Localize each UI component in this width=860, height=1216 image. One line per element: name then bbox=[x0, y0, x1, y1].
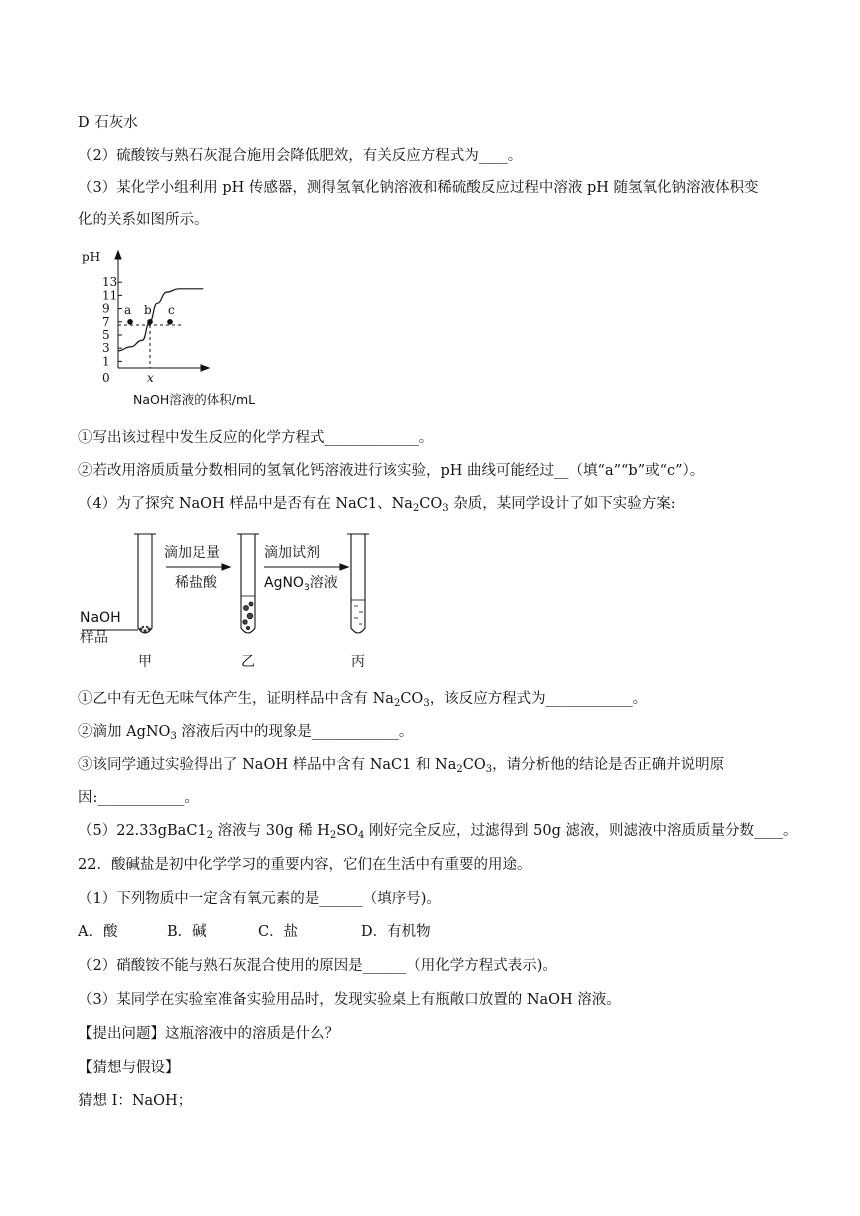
liquid-bing bbox=[351, 600, 365, 624]
hypothesis-1: 猜想 I：NaOH； bbox=[78, 1093, 193, 1109]
arrow2-bottom-label: AgNO$_3$溶液 bbox=[264, 575, 338, 593]
sub-question-2: ②滴加 AgNO$_3$ 溶液后丙中的现象是____________。 bbox=[78, 724, 414, 742]
question-4: （4）为了探究 NaOH 样品中是否有在 NaC1、$Na_2CO_3$ 杂质，某同学设计了如下实验方案: bbox=[78, 496, 676, 514]
tube-label-bing: 丙 bbox=[351, 654, 365, 670]
question-2: （2）硫酸铵与熟石灰混合施用会降低肥效，有关反应方程式为____。 bbox=[78, 148, 523, 164]
y-axis-arrow bbox=[115, 251, 121, 259]
y-tick-label: 11 bbox=[102, 288, 118, 303]
question-5: $(5)22.33gBaC1_2$ 溶液与 30g 稀 $H_2SO_4$ 刚好完全反应，过滤得到 50g 滤液，则滤液中溶质质量分数____。 bbox=[78, 823, 798, 841]
tube-label-yi: 乙 bbox=[241, 654, 255, 670]
sub-question-1: ①乙中有无色无味气体产生，证明样品中含有 $Na_2CO_3$，该反应方程式为____________。 bbox=[78, 691, 648, 709]
point-label-b: b bbox=[144, 302, 152, 317]
y-tick-label: 1 bbox=[102, 354, 110, 369]
sub-question-2: ②若改用溶质质量分数相同的氢氧化钙溶液进行该实验，pH 曲线可能经过__（填“a”“b”或“c”）。 bbox=[78, 463, 705, 479]
point-b bbox=[147, 319, 153, 325]
option-d: D．有机物 bbox=[361, 924, 431, 940]
option-a: A．酸 bbox=[78, 924, 118, 940]
sample-label: NaOH bbox=[80, 610, 121, 626]
text-line: 因:____________。 bbox=[78, 790, 199, 806]
sample-label-2: 样品 bbox=[80, 630, 108, 646]
question-22-1: （1）下列物质中一定含有氧元素的是______（填序号)。 bbox=[78, 891, 441, 907]
point-label-c: c bbox=[168, 302, 175, 317]
section-heading: 【提出问题】这瓶溶液中的溶质是什么？ bbox=[78, 1026, 339, 1042]
liquid-with-bubbles bbox=[241, 596, 255, 630]
x-tick-label: x bbox=[147, 371, 154, 385]
y-tick-label: 5 bbox=[102, 328, 110, 342]
arrow2-top-label: 滴加试剂 bbox=[264, 545, 320, 561]
x-axis-arrow bbox=[201, 365, 209, 371]
y-axis-label: pH bbox=[82, 250, 101, 264]
ph-chart bbox=[78, 248, 278, 412]
arrow1-top-label: 滴加足量 bbox=[164, 545, 220, 561]
text-line: D 石灰水 bbox=[78, 115, 138, 131]
y-tick-label: 0 bbox=[102, 371, 110, 385]
point-label-a: a bbox=[124, 302, 132, 317]
question-22: 22．酸碱盐是初中化学学习的重要内容，它们在生活中有重要的用途。 bbox=[78, 857, 532, 873]
question-3: （3）某化学小组利用 pH 传感器，测得氢氧化钠溶液和稀硫酸反应过程中溶液 pH 随氢氧化钠溶液体积变 bbox=[78, 180, 759, 196]
sub-question-3: ③该同学通过实验得出了 NaOH 样品中含有 NaC1 和 $Na_2CO_3$，请分析他的结论是否正确并说明原 bbox=[78, 757, 725, 775]
section-heading: 【猜想与假设】 bbox=[78, 1060, 180, 1076]
option-b: B．碱 bbox=[167, 924, 207, 940]
option-c: C．盐 bbox=[258, 924, 299, 940]
arrow1-bottom-label: 稀盐酸 bbox=[175, 575, 217, 591]
point-c bbox=[167, 319, 173, 325]
y-tick-label: 3 bbox=[102, 341, 110, 356]
question-22-2: （2）硝酸铵不能与熟石灰混合使用的原因是______（用化学方程式表示)。 bbox=[78, 958, 557, 974]
test-tube-jia bbox=[138, 534, 152, 633]
experiment-diagram bbox=[78, 526, 398, 676]
tube-label-jia: 甲 bbox=[138, 654, 152, 670]
point-a bbox=[127, 319, 133, 325]
y-tick-label: 9 bbox=[102, 301, 110, 316]
sub-question-1: ①写出该过程中发生反应的化学方程式_____________。 bbox=[78, 430, 434, 446]
text-line: 化的关系如图所示。 bbox=[78, 212, 209, 228]
question-22-3: （3）某同学在实验室准备实验用品时，发现实验桌上有瓶敞口放置的 NaOH 溶液。 bbox=[78, 992, 621, 1008]
y-tick-label: 7 bbox=[102, 314, 110, 329]
x-axis-label: NaOH溶液的体积/mL bbox=[133, 392, 256, 407]
y-tick-label: 13 bbox=[102, 275, 118, 290]
